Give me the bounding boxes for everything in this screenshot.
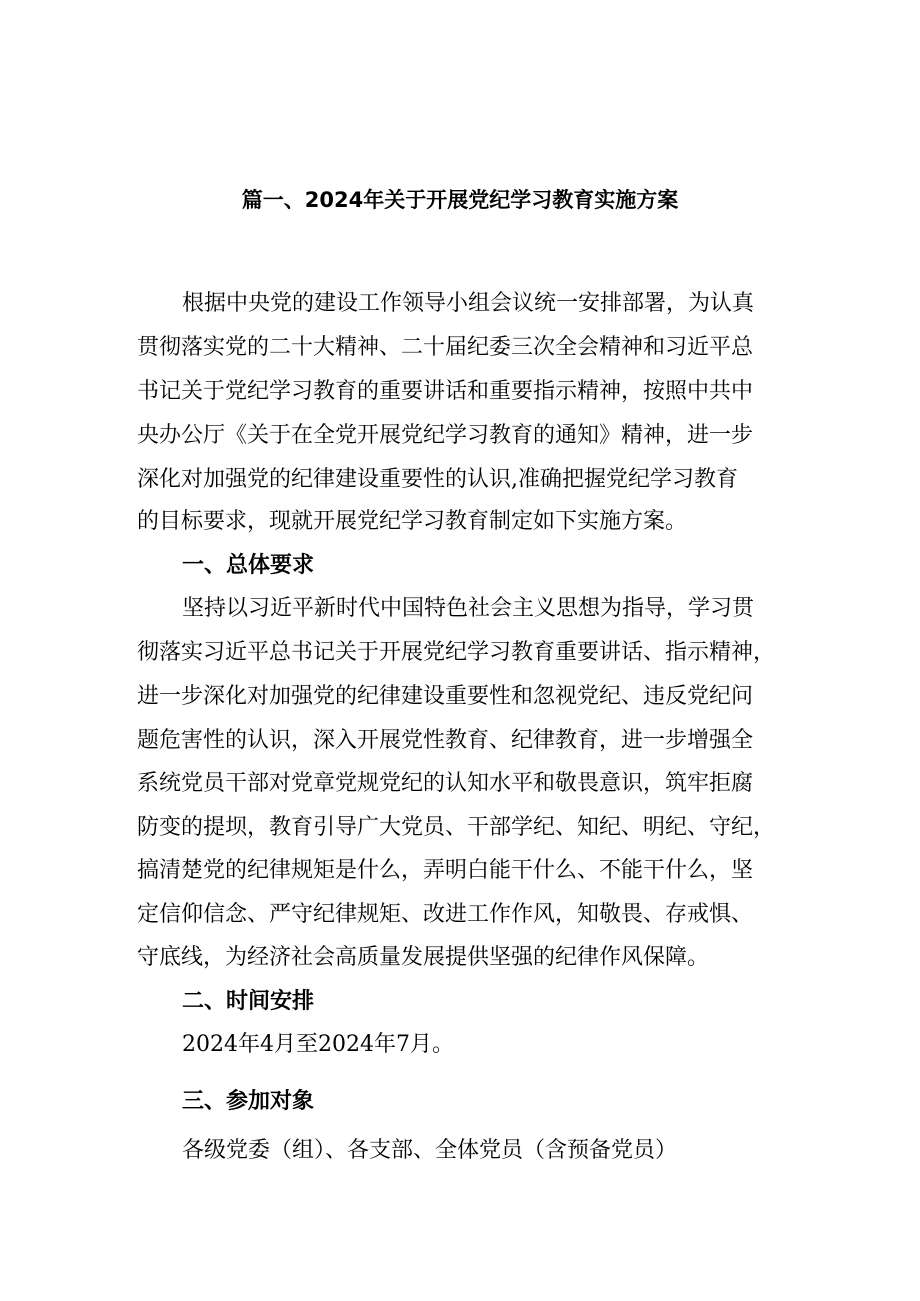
section1-paragraph-line: 彻落实习近平总书记关于开展党纪学习教育重要讲话、指示精神， <box>137 640 776 665</box>
section1-paragraph-line: 防变的提坝，教育引导广大党员、干部学纪、知纪、明纪、守纪， <box>137 815 776 840</box>
section1-paragraph-line: 守底线，为经济社会高质量发展提供坚强的纪律作风保障。 <box>137 945 710 970</box>
participants-text: 各级党委（组）、各支部、全体党员（含预备党员） <box>182 1138 678 1163</box>
intro-paragraph-line: 央办公厅《关于在全党开展党纪学习教育的通知》精神，进一步 <box>137 423 754 448</box>
section-heading-participants: 三、参加对象 <box>182 1089 315 1114</box>
section1-paragraph-line: 坚持以习近平新时代中国特色社会主义思想为指导，学习贯 <box>182 596 755 621</box>
document-title: 篇一、2024年关于开展党纪学习教育实施方案 <box>241 188 679 212</box>
intro-paragraph-line: 的目标要求，现就开展党纪学习教育制定如下实施方案。 <box>137 509 688 534</box>
section-heading-general-requirements: 一、总体要求 <box>182 553 315 578</box>
intro-paragraph-line: 贯彻落实党的二十大精神、二十届纪委三次全会精神和习近平总 <box>137 335 754 360</box>
section1-paragraph-line: 题危害性的认识，深入开展党性教育、纪律教育，进一步增强全 <box>137 728 754 753</box>
section1-paragraph-line: 系统党员干部对党章党规党纪的认知水平和敬畏意识，筑牢拒腐 <box>137 771 754 796</box>
section1-paragraph-line: 搞清楚党的纪律规矩是什么，弄明白能干什么、不能干什么，坚 <box>137 858 754 883</box>
section-heading-schedule: 二、时间安排 <box>182 989 315 1014</box>
intro-paragraph-line: 根据中央党的建设工作领导小组会议统一安排部署，为认真 <box>182 291 755 316</box>
section1-paragraph-line: 定信仰信念、严守纪律规矩、改进工作作风，知敬畏、存戒惧、 <box>137 902 754 927</box>
intro-paragraph-line: 书记关于党纪学习教育的重要讲话和重要指示精神，按照中共中 <box>137 379 754 404</box>
intro-paragraph-line: 深化对加强党的纪律建设重要性的认识,准确把握党纪学习教育 <box>137 467 738 492</box>
section1-paragraph-line: 进一步深化对加强党的纪律建设重要性和忽视党纪、违反党纪问 <box>137 684 754 709</box>
schedule-text: 2024年4月至2024年7月。 <box>182 1032 454 1057</box>
